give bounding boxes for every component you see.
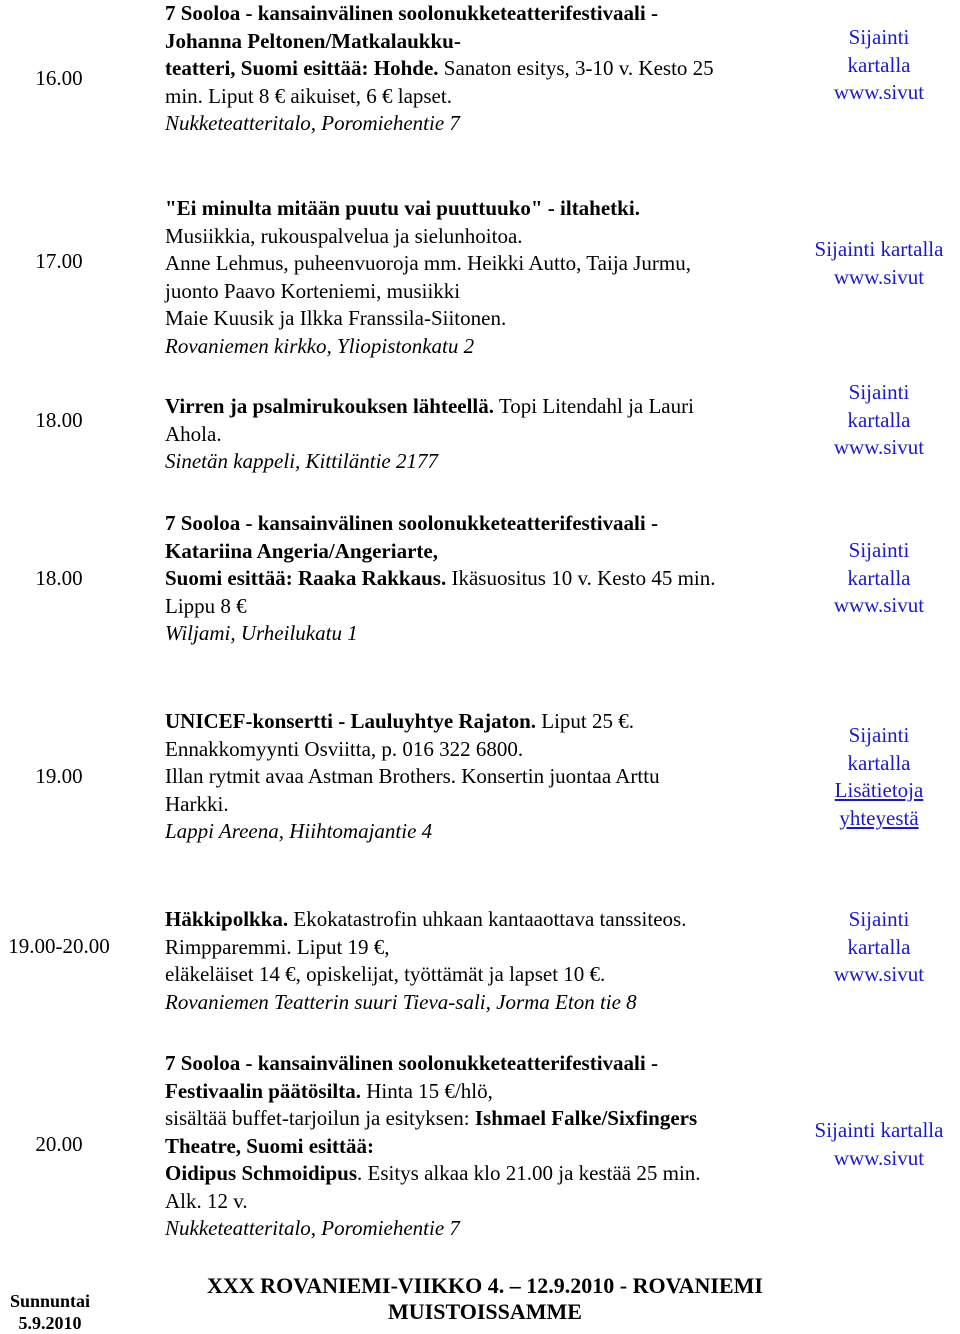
event-links	[798, 537, 960, 620]
footer-day: Sunnuntai	[9, 1291, 91, 1311]
event-description	[165, 1050, 805, 1243]
event-detail-text: sisältää buffet-tarjoilun ja esityksen:	[165, 1106, 475, 1130]
event-text-line	[165, 989, 805, 1017]
event-detail-text: Alk. 12 v.	[165, 1188, 248, 1213]
event-description	[165, 906, 805, 1016]
event-title-text: Johanna Peltonen/Matkalaukku-	[165, 28, 461, 53]
event-text-line	[165, 448, 805, 476]
event-description	[165, 708, 805, 846]
event-link[interactable]: www.sivut	[833, 264, 925, 289]
event-text-line	[165, 1078, 805, 1106]
event-links	[798, 379, 960, 462]
event-time: 17.00	[35, 249, 83, 273]
event-text-line	[165, 110, 805, 138]
event-title-text: Oidipus Schmoidipus	[165, 1161, 358, 1185]
event-link[interactable]: Sijainti kartalla	[814, 237, 944, 261]
event-link[interactable]: www.sivut	[833, 962, 925, 986]
footer-date-block	[0, 1290, 100, 1334]
event-detail-text: Anne Lehmus, puheenvuoroja mm. Heikki Autto, Taija Jurmu,	[165, 251, 691, 275]
event-title-text: 7 Sooloa - kansainvälinen soolonukketeatterifestivaali -	[165, 1, 658, 25]
event-venue-text: Rovaniemen Teatterin suuri Tieva-sali, Jorma Eton tie 8	[165, 989, 637, 1014]
event-detail-text: Illan rytmit avaa Astman Brothers. Konsertin juontaa Arttu	[165, 764, 660, 788]
event-text-line	[165, 1215, 805, 1243]
event-links	[798, 906, 960, 989]
event-venue-text: Sinetän kappeli, Kittiläntie 2177	[165, 449, 438, 473]
event-time: 19.00-20.00	[8, 934, 110, 958]
event-text-line	[165, 1050, 805, 1078]
footer-date: 5.9.2010	[18, 1313, 82, 1333]
event-text-line	[165, 421, 805, 449]
event-link[interactable]: kartalla	[847, 565, 911, 590]
event-detail-text: Topi Litendahl ja Lauri	[494, 394, 694, 418]
event-text-line	[165, 538, 805, 566]
event-detail-text: Hinta 15 €/hlö,	[361, 1078, 493, 1103]
event-detail-text: Ikäsuositus 10 v. Kesto 45 min.	[446, 566, 716, 590]
event-description	[165, 195, 805, 360]
event-link[interactable]: www.sivut	[833, 435, 925, 459]
event-link[interactable]: Sijainti	[848, 907, 910, 931]
event-title-text: Theatre, Suomi esittää:	[165, 1133, 375, 1158]
event-venue-text: Nukketeatteritalo, Poromiehentie 7	[165, 111, 460, 135]
event-link[interactable]: Sijainti kartalla	[814, 1118, 944, 1142]
event-text-line	[165, 906, 805, 934]
event-links	[798, 236, 960, 291]
event-detail-text: juonto Paavo Korteniemi, musiikki	[165, 278, 461, 303]
event-text-line	[165, 1133, 805, 1161]
event-text-line	[165, 55, 805, 83]
footer-title-line2: MUISTOISSAMME	[388, 1299, 582, 1324]
event-title-text: Häkkipolkka.	[165, 907, 289, 931]
event-detail-text: Ekokatastrofin uhkaan kantaaottava tanssiteos.	[288, 907, 687, 931]
event-link[interactable]: kartalla	[847, 750, 911, 775]
event-text-line	[165, 333, 805, 361]
event-description	[165, 393, 805, 476]
event-text-line	[165, 961, 805, 989]
event-venue-text: Nukketeatteritalo, Poromiehentie 7	[165, 1216, 460, 1240]
event-time: 19.00	[35, 764, 83, 788]
event-description	[165, 510, 805, 648]
event-title-text: "Ei minulta mitään puutu vai puuttuuko" - iltahetki.	[165, 196, 640, 220]
event-link[interactable]: yhteyestä	[839, 805, 919, 830]
event-title-text: Virren ja psalmirukouksen lähteellä.	[165, 394, 495, 418]
event-link[interactable]: Sijainti	[848, 380, 910, 404]
event-detail-text: eläkeläiset 14 €, opiskelijat, työttämät ja lapset 10 €.	[165, 962, 606, 986]
event-links	[798, 24, 960, 107]
event-detail-text: Lippu 8 €	[165, 593, 247, 618]
event-time: 18.00	[35, 408, 83, 432]
event-text-line	[165, 565, 805, 593]
event-title-text: UNICEF-konsertti - Lauluyhtye Rajaton.	[165, 709, 537, 733]
event-text-line	[165, 278, 805, 306]
event-detail-text: Maie Kuusik ja Ilkka Franssila-Siitonen.	[165, 306, 507, 330]
event-time: 20.00	[35, 1132, 83, 1156]
event-link[interactable]: www.sivut	[833, 1145, 925, 1170]
event-text-line	[165, 736, 805, 764]
event-detail-text: Ennakkomyynti Osviitta, p. 016 322 6800.	[165, 736, 524, 761]
event-time: 18.00	[35, 566, 83, 590]
event-text-line	[165, 250, 805, 278]
event-venue-text: Lappi Areena, Hiihtomajantie 4	[165, 819, 433, 843]
event-text-line	[165, 1160, 805, 1188]
event-detail-text: Rimpparemmi. Liput 19 €,	[165, 934, 390, 959]
event-link[interactable]: Sijainti	[848, 538, 910, 562]
event-title-text: teatteri, Suomi esittää: Hohde.	[165, 56, 439, 80]
event-text-line	[165, 223, 805, 251]
event-detail-text: Sanaton esitys, 3-10 v. Kesto 25	[438, 56, 714, 80]
event-detail-text: Ahola.	[165, 421, 222, 446]
event-detail-text: Musiikkia, rukouspalvelua ja sielunhoitoa.	[165, 223, 523, 248]
event-text-line	[165, 305, 805, 333]
event-detail-text: . Esitys alkaa klo 21.00 ja kestää 25 min.	[357, 1161, 701, 1185]
event-description	[165, 0, 805, 138]
event-text-line	[165, 1105, 805, 1133]
event-title-text: Festivaalin päätösilta.	[165, 1078, 362, 1103]
event-detail-text: Liput 25 €.	[536, 709, 635, 733]
event-text-line	[165, 791, 805, 819]
event-title-text: 7 Sooloa - kansainvälinen soolonukketeatterifestivaali -	[165, 1051, 658, 1075]
event-time: 16.00	[35, 66, 83, 90]
event-text-line	[165, 708, 805, 736]
event-title-text: Suomi esittää: Raaka Rakkaus.	[165, 566, 447, 590]
event-text-line	[165, 83, 805, 111]
event-link[interactable]: Sijainti	[848, 25, 910, 49]
event-text-line	[165, 763, 805, 791]
event-text-line	[165, 1188, 805, 1216]
event-link[interactable]: www.sivut	[833, 593, 925, 617]
event-venue-text: Rovaniemen kirkko, Yliopistonkatu 2	[165, 333, 475, 358]
event-title-text: Ishmael Falke/Sixfingers	[474, 1106, 698, 1130]
event-link[interactable]: kartalla	[847, 52, 911, 77]
event-text-line	[165, 934, 805, 962]
event-text-line	[165, 393, 805, 421]
event-detail-text: min. Liput 8 € aikuiset, 6 € lapset.	[165, 83, 452, 108]
event-venue-text: Wiljami, Urheilukatu 1	[165, 621, 358, 645]
event-link[interactable]: kartalla	[847, 934, 911, 959]
event-links	[798, 722, 960, 832]
event-title-text: Katariina Angeria/Angeriarte,	[165, 538, 438, 563]
event-link[interactable]: Sijainti	[848, 723, 910, 747]
event-text-line	[165, 0, 805, 28]
event-link[interactable]: www.sivut	[833, 80, 925, 104]
event-link[interactable]: Lisätietoja	[834, 778, 924, 802]
event-link[interactable]: kartalla	[847, 407, 911, 432]
event-title-text: 7 Sooloa - kansainvälinen soolonukketeatterifestivaali -	[165, 511, 658, 535]
event-text-line	[165, 195, 805, 223]
event-text-line	[165, 818, 805, 846]
event-text-line	[165, 620, 805, 648]
event-text-line	[165, 28, 805, 56]
event-detail-text: Harkki.	[165, 791, 229, 816]
event-links	[798, 1117, 960, 1172]
event-text-line	[165, 593, 805, 621]
footer-title	[170, 1273, 800, 1325]
footer-title-line1: XXX ROVANIEMI-VIIKKO 4. – 12.9.2010 - ROVANIEMI	[207, 1273, 763, 1298]
event-text-line	[165, 510, 805, 538]
